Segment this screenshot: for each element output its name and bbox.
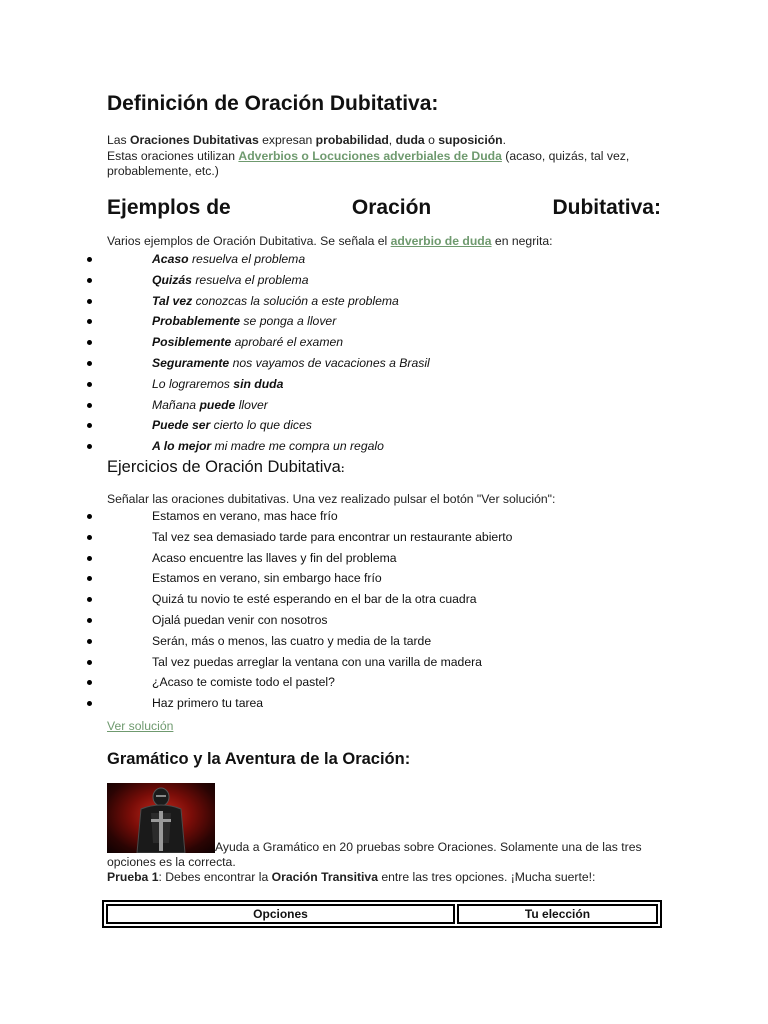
exercises-list [87, 508, 687, 716]
test-instruction: Prueba 1: Debes encontrar la Oración Transitiva entre las tres opciones. ¡Mucha suerte!: [107, 870, 596, 884]
page-title: Definición de Oración Dubitativa: [107, 92, 439, 115]
bullet-icon [87, 278, 92, 283]
list-item[interactable]: Quizá tu novio te esté esperando en el bar de la otra cuadra [87, 591, 687, 612]
adverbio-duda-link[interactable]: adverbio de duda [390, 234, 492, 248]
bullet-icon [87, 576, 92, 581]
list-item: Mañana puede llover [87, 397, 687, 418]
intro-line-3: probablemente, etc.) [107, 164, 219, 178]
bullet-icon [87, 403, 92, 408]
intro-line-1: Las Oraciones Dubitativas expresan probabilidad, duda o suposición. [107, 133, 506, 147]
bullet-icon [87, 514, 92, 519]
bullet-icon [87, 535, 92, 540]
table-header-row [106, 904, 658, 924]
list-item: Puede ser cierto lo que dices [87, 417, 687, 438]
intro-line-2: Estas oraciones utilizan Adverbios o Locuciones adverbiales de Duda (acaso, quizás, tal vez, [107, 148, 630, 163]
list-item[interactable]: Acaso encuentre las llaves y fin del problema [87, 550, 687, 571]
list-item: Posiblemente aprobaré el examen [87, 334, 687, 355]
adverbios-duda-link[interactable]: Adverbios o Locuciones adverbiales de Duda [238, 148, 502, 163]
bullet-icon [87, 660, 92, 665]
options-table [102, 900, 662, 928]
exercises-intro: Señalar las oraciones dubitativas. Una vez realizado pulsar el botón "Ver solución": [107, 492, 556, 506]
examples-intro: Varios ejemplos de Oración Dubitativa. Se señala el adverbio de duda en negrita: [107, 234, 553, 248]
list-item[interactable]: Estamos en verano, sin embargo hace frío [87, 570, 687, 591]
exercises-heading: Ejercicios de Oración Dubitativa: [107, 458, 345, 476]
intro-paragraph [107, 133, 667, 180]
bullet-icon [87, 340, 92, 345]
bullet-icon [87, 361, 92, 366]
ver-solucion-link[interactable]: Ver solución [107, 719, 174, 733]
list-item: Tal vez conozcas la solución a este problema [87, 293, 687, 314]
knight-icon [107, 783, 215, 853]
list-item: Lo lograremos sin duda [87, 376, 687, 397]
bullet-icon [87, 319, 92, 324]
list-item[interactable]: Tal vez sea demasiado tarde para encontrar un restaurante abierto [87, 529, 687, 550]
list-item: Probablemente se ponga a llover [87, 313, 687, 334]
list-item: A lo mejor mi madre me compra un regalo [87, 438, 687, 459]
bullet-icon [87, 299, 92, 304]
knight-image[interactable] [107, 783, 215, 853]
bullet-icon [87, 423, 92, 428]
list-item[interactable]: Serán, más o menos, las cuatro y media de la tarde [87, 633, 687, 654]
bullet-icon [87, 257, 92, 262]
list-item: Seguramente nos vayamos de vacaciones a Brasil [87, 355, 687, 376]
list-item: Acaso resuelva el problema [87, 251, 687, 272]
bullet-icon [87, 701, 92, 706]
game-heading: Gramático y la Aventura de la Oración: [107, 750, 411, 768]
options-column-header: Opciones [106, 904, 455, 924]
bullet-icon [87, 680, 92, 685]
bullet-icon [87, 556, 92, 561]
list-item[interactable]: ¿Acaso te comiste todo el pastel? [87, 674, 687, 695]
bullet-icon [87, 639, 92, 644]
examples-list [87, 251, 687, 459]
bullet-icon [87, 597, 92, 602]
bullet-icon [87, 444, 92, 449]
list-item[interactable]: Haz primero tu tarea [87, 695, 687, 716]
bullet-icon [87, 618, 92, 623]
examples-heading: Ejemplos de Oración Dubitativa: [107, 196, 661, 219]
list-item[interactable]: Ojalá puedan venir con nosotros [87, 612, 687, 633]
list-item[interactable]: Tal vez puedas arreglar la ventana con una varilla de madera [87, 654, 687, 675]
list-item[interactable]: Estamos en verano, mas hace frío [87, 508, 687, 529]
game-description-line-2: opciones es la correcta. [107, 855, 236, 869]
bullet-icon [87, 382, 92, 387]
choice-column-header: Tu elección [457, 904, 658, 924]
game-description-line-1: Ayuda a Gramático en 20 pruebas sobre Oraciones. Solamente una de las tres [215, 840, 642, 854]
list-item: Quizás resuelva el problema [87, 272, 687, 293]
